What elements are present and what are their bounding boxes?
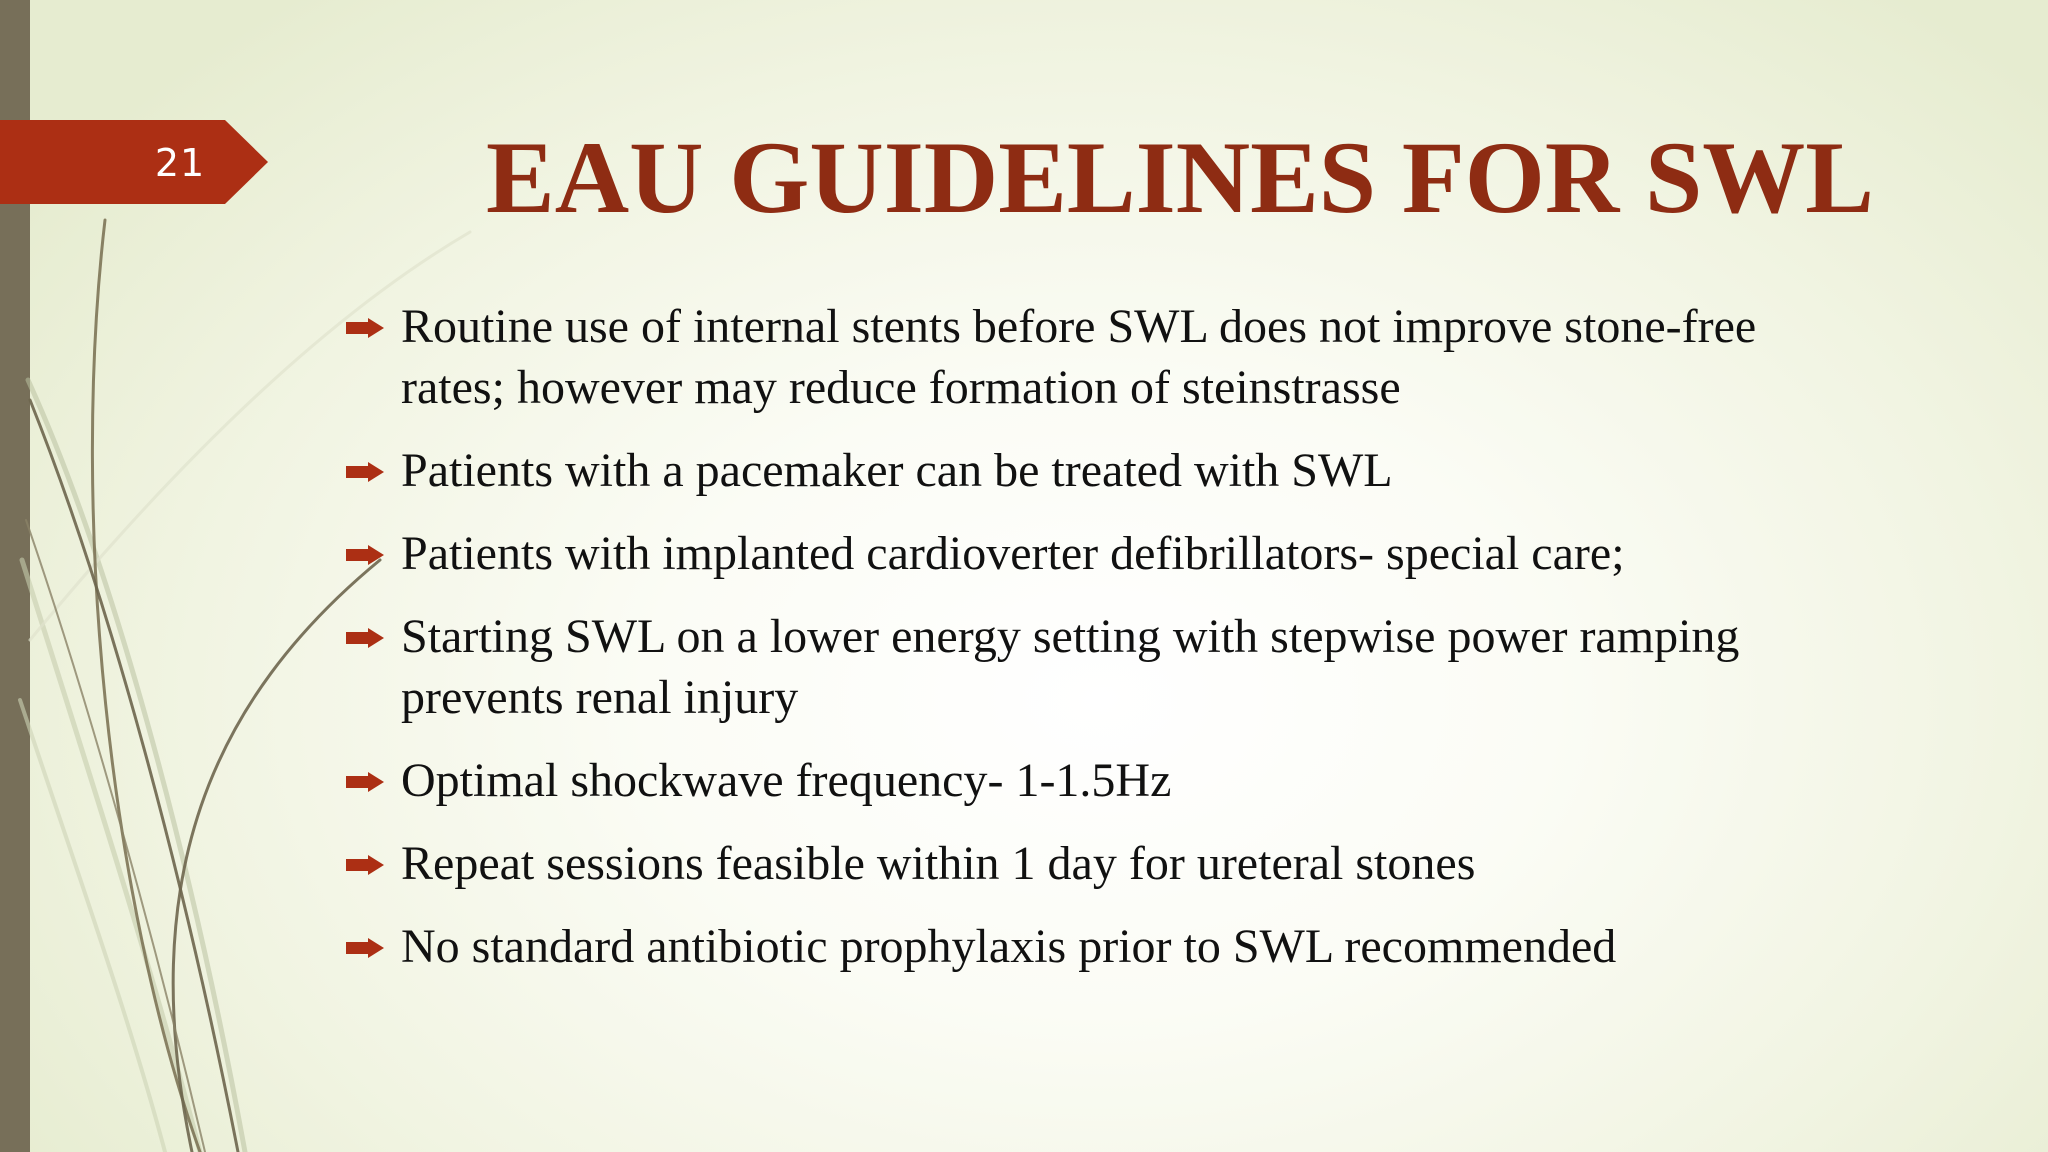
arrow-right-icon	[346, 938, 384, 958]
bullet-item-1	[342, 296, 1862, 418]
bullet-list	[342, 296, 1862, 999]
arrow-right-icon	[346, 462, 384, 482]
bullet-text: Optimal shockwave frequency- 1-1.5Hz	[401, 754, 1172, 807]
bullet-text: Repeat sessions feasible within 1 day for ureteral stones	[401, 837, 1476, 890]
bullet-item-4	[342, 606, 1862, 728]
bullet-text: Starting SWL on a lower energy setting with stepwise power ramping prevents renal injury	[401, 610, 1740, 724]
arrow-right-icon	[346, 545, 384, 565]
bullet-item-5	[342, 750, 1862, 811]
bullet-text: Routine use of internal stents before SWL does not improve stone-free rates; however may reduce formation of steinstrasse	[401, 300, 1757, 414]
slide-title: EAU GUIDELINES FOR SWL	[486, 121, 1874, 235]
bullet-item-2	[342, 440, 1862, 501]
bullet-text: Patients with a pacemaker can be treated with SWL	[401, 444, 1393, 497]
bullet-item-3	[342, 523, 1862, 584]
slide-number: 21	[154, 141, 206, 185]
arrow-right-icon	[346, 318, 384, 338]
bullet-item-7	[342, 916, 1862, 977]
bullet-text: Patients with implanted cardioverter defibrillators- special care;	[401, 527, 1625, 580]
bullet-item-6	[342, 833, 1862, 894]
arrow-right-icon	[346, 855, 384, 875]
arrow-right-icon	[346, 772, 384, 792]
bullet-text: No standard antibiotic prophylaxis prior to SWL recommended	[401, 920, 1617, 973]
arrow-right-icon	[346, 628, 384, 648]
